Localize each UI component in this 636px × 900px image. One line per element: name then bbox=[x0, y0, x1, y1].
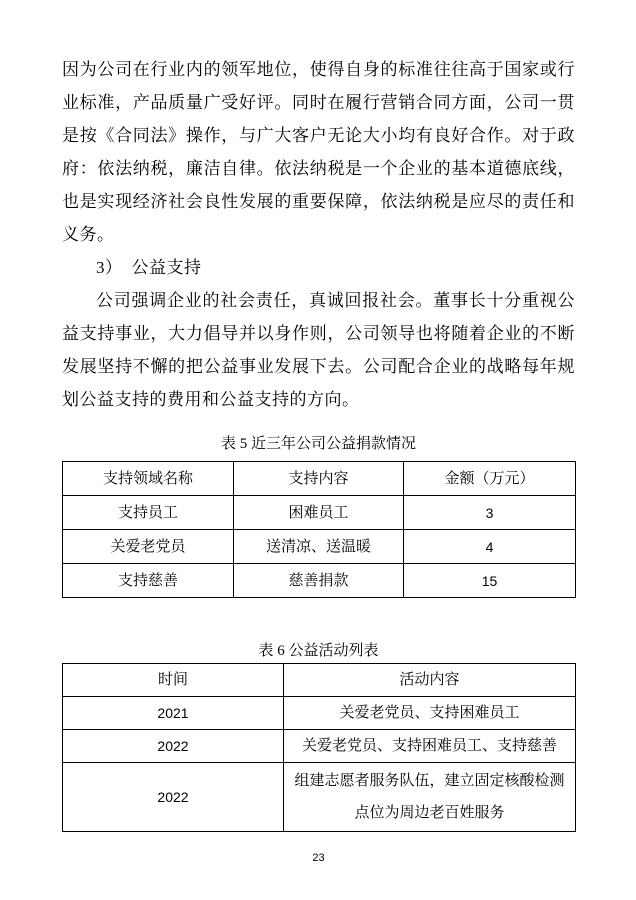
table-cell: 关爱老党员、支持困难员工、支持慈善 bbox=[284, 730, 576, 763]
table-row bbox=[63, 730, 576, 763]
table5-caption: 表 5 近三年公司公益捐款情况 bbox=[220, 436, 416, 452]
paragraph-public-welfare: 公司强调企业的社会责任，真诚回报社会。董事长十分重视公益支持事业，大力倡导并以身作则，公司领导也将随着企业的不断发展坚持不懈的把公益事业发展下去。公司配合企业的战略每年规划公益支持的费用和公益支持的方向。 bbox=[62, 291, 575, 409]
table-row bbox=[63, 496, 576, 530]
table-row bbox=[63, 697, 576, 730]
donation-col-header-area: 支持领域名称 bbox=[63, 462, 234, 496]
table-cell-amount: 3 bbox=[404, 496, 576, 530]
table-cell: 慈善捐款 bbox=[234, 564, 404, 598]
table-cell: 困难员工 bbox=[234, 496, 404, 530]
donation-col-header-amount: 金额（万元） bbox=[404, 462, 576, 496]
table-cell-year: 2021 bbox=[63, 697, 284, 730]
activity-table-header-row bbox=[63, 664, 576, 697]
page-number: 23 bbox=[312, 852, 325, 864]
paragraph-responsibility: 因为公司在行业内的领军地位，使得自身的标准往往高于国家或行业标准，产品质量广受好评。同时在履行营销合同方面，公司一贯是按《合同法》操作，与广大客户无论大小均有良好合作。对于政府：依法纳税，廉洁自律。依法纳税是一个企业的基本道德底线，也是实现经济社会良性发展的重要保障，依法纳税是应尽的责任和义务。 bbox=[62, 60, 575, 244]
donation-table-header-row bbox=[63, 462, 576, 496]
table-cell-year: 2022 bbox=[63, 730, 284, 763]
activity-table bbox=[62, 663, 576, 832]
activity-col-header-content: 活动内容 bbox=[284, 664, 576, 697]
donation-col-header-content: 支持内容 bbox=[234, 462, 404, 496]
table-cell-year: 2022 bbox=[63, 763, 284, 832]
table-row bbox=[63, 564, 576, 598]
activity-col-header-time: 时间 bbox=[63, 664, 284, 697]
table-cell: 关爱老党员 bbox=[63, 530, 234, 564]
table-cell-amount: 4 bbox=[404, 530, 576, 564]
table-cell: 组建志愿者服务队伍，建立固定核酸检测点位为周边老百姓服务 bbox=[284, 763, 576, 832]
table-cell: 关爱老党员、支持困难员工 bbox=[284, 697, 576, 730]
donation-table bbox=[62, 461, 576, 598]
table-row bbox=[63, 763, 576, 832]
table-cell: 支持慈善 bbox=[63, 564, 234, 598]
table-row bbox=[63, 530, 576, 564]
table-cell-amount: 15 bbox=[404, 564, 576, 598]
table-cell: 支持员工 bbox=[63, 496, 234, 530]
section-heading-public-welfare: 3） 公益支持 bbox=[96, 258, 202, 277]
table6-caption: 表 6 公益活动列表 bbox=[258, 643, 379, 659]
table-cell: 送清凉、送温暖 bbox=[234, 530, 404, 564]
